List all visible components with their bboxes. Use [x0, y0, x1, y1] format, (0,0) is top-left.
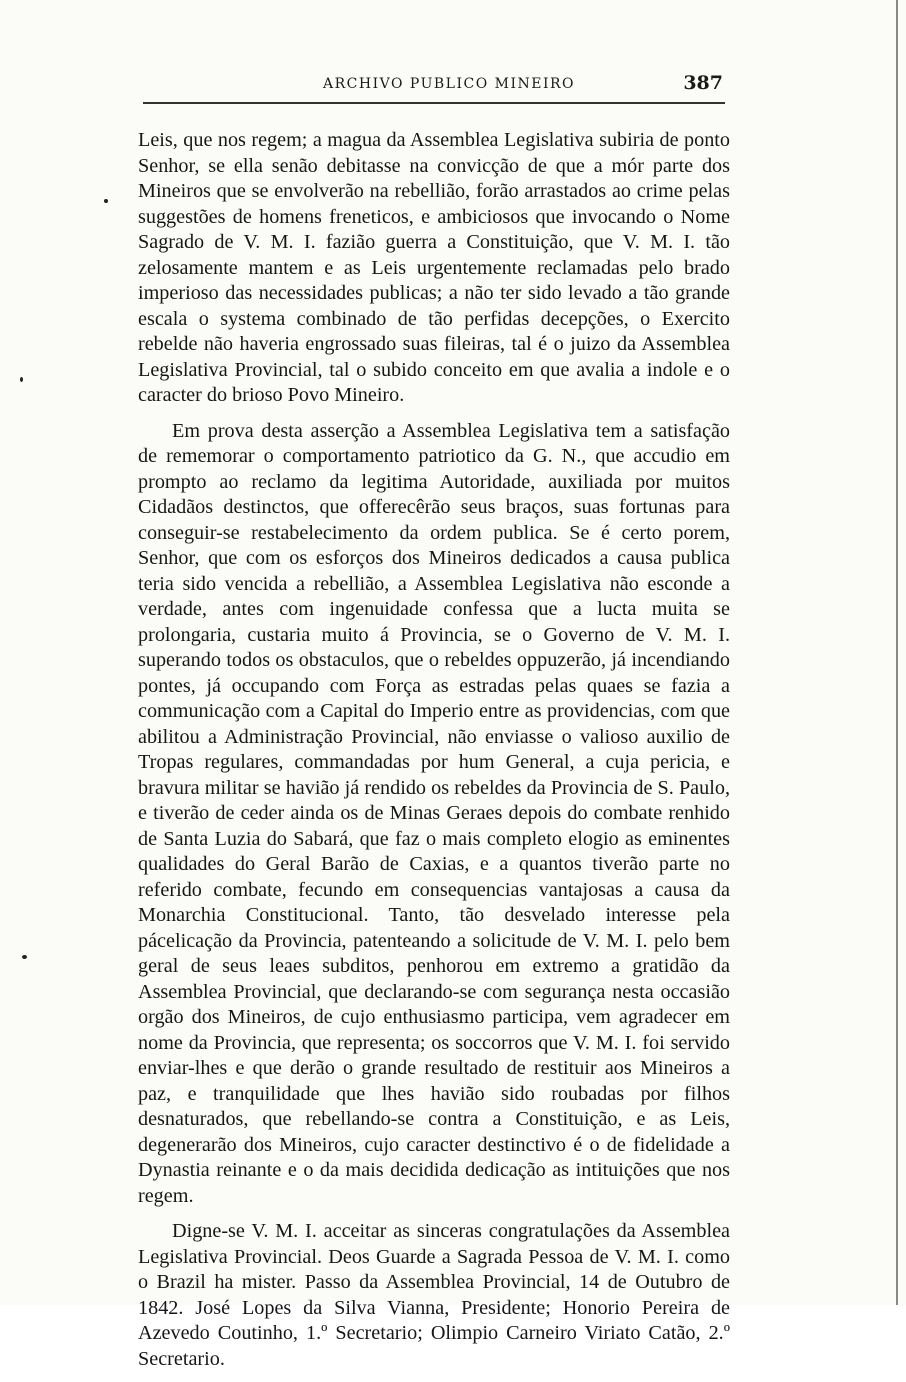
scan-speck — [104, 199, 108, 203]
paragraph-2: Em prova desta asserção a Assemblea Legislativa tem a satisfação de rememorar o comportamento patriotico da G. N., que accudio em prompto ao reclamo da legitima Autoridade, auxiliada por muitos Cidadãos destinctos, que offerecêrão seus braços, suas fortunas para conseguir-se restabelecimento da ordem publica. Se é certo porem, Senhor, que com os esforços dos Mineiros dedicados a causa publica teria sido vencida a rebellião, a Assemblea Legislativa não esconde a verdade, antes com ingenuidade confessa que a lucta muita se prolongaria, custaria muito á Provincia, se o Governo de V. M. I. superando todos os obstaculos, que o rebeldes oppuzerão, já incendiando pontes, já occupando com Força as estradas pelas quaes se fazia a communicação com a Capital do Imperio entre as providencias, com que abilitou a Administração Provincial, não enviasse o valioso auxilio de Tropas regulares, commandadas por hum General, a cuja pericia, e bravura militar se havião já rendido os rebeldes da Provincia de S. Paulo, e tiverão de ceder ainda os de Minas Geraes depois do combate renhido de Santa Luzia do Sabará, que faz o mais completo elogio as eminentes qualidades do Geral Barão de Caxias, e a quantos tiverão parte no referido combate, fecundo em consequencias vantajosas a causa da Monarchia Constitucional. Tanto, tão desvelado interesse pela pácelicação da Provincia, patenteando a solicitude de V. M. I. pelo bem geral de seus leaes subditos, penhorou em extremo a gratidão da Assemblea Provincial, que declarando-se com segurança nesta occasião orgão dos Mineiros, de cujo enthusiasmo participa, vem agradecer em nome da Provincia, que representa; os soccorros que V. M. I. foi servido enviar-lhes e que derão o grande resultado de restituir aos Mineiros a paz, e tranquilidade que lhes havião sido roubadas por filhos desnaturados, que rebellando-se contra a Constituição, e as Leis, degenerarão dos Mineiros, cujo caracter destinctivo é o de fidelidade a Dynastia reinante e o da mais decidida dedicação as intituições que nos regem. — [138, 419, 730, 1207]
scan-edge-line — [896, 0, 898, 1305]
header-rule — [143, 102, 725, 104]
running-head: ARCHIVO PUBLICO MINEIRO — [323, 76, 576, 92]
scan-speck — [22, 955, 27, 959]
paragraph-1: Leis, que nos regem; a magua da Assemblea Legislativa subiria de ponto Senhor, se ella senão debitasse na convicção de que a mór parte dos Mineiros que se envolverão na rebellião, forão arrastados ao crime pelas suggestões de homens freneticos, e ambiciosos que invocando o Nome Sagrado de V. M. I. fazião guerra a Constituição, que V. M. I. tão zelosamente mantem e as Leis urgentemente reclamadas pelo brado imperioso das necessidades publicas; a não ter sido levado a tão grande escala o systema combinado de tão perfidas decepções, o Exercito rebelde não haveria engrossado suas fileiras, tal é o juizo da Assemblea Legislativa Provincial, tal o subido conceito em que avalia a indole e o caracter do brioso Povo Mineiro. — [138, 129, 730, 406]
body-text — [138, 128, 730, 1382]
page-number: 387 — [683, 72, 723, 94]
paragraph-3: Digne-se V. M. I. acceitar as sinceras congratulações da Assemblea Legislativa Provincial. Deos Guarde a Sagrada Pessoa de V. M. I. como o Brazil ha mister. Passo da Assemblea Provincial, 14 de Outubro de 1842. José Lopes da Silva Vianna, Presidente; Honorio Pereira de Azevedo Coutinho, 1.º Secretario; Olimpio Carneiro Viriato Catão, 2.º Secretario. — [138, 1220, 730, 1370]
scan-speck — [20, 377, 23, 382]
